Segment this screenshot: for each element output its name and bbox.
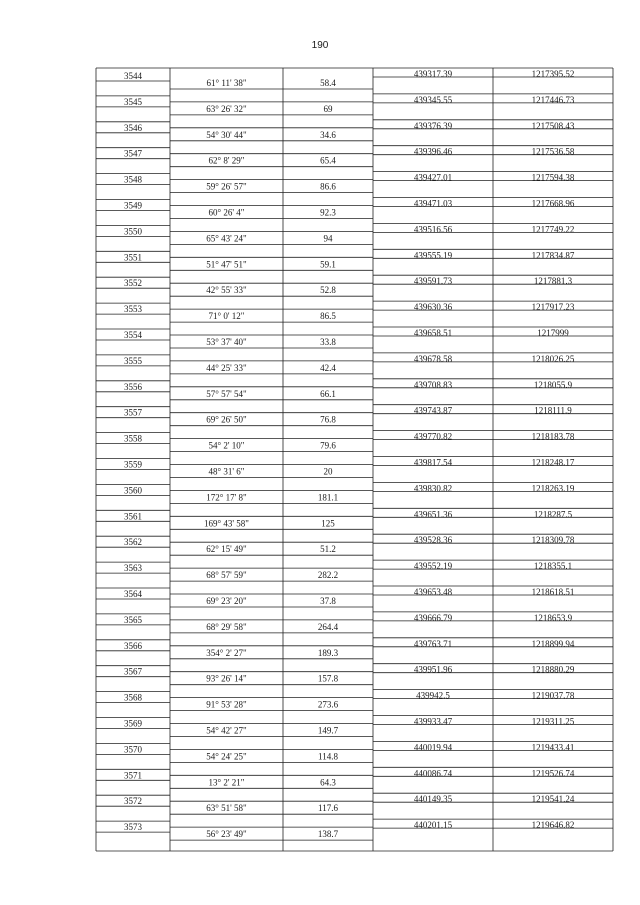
- segment-distance: 86.5: [320, 311, 336, 322]
- segment-distance: 33.8: [320, 337, 336, 347]
- point-id: 3548: [124, 174, 142, 185]
- coordinate-x: 440149.35: [413, 794, 453, 805]
- point-id: 3566: [124, 640, 142, 651]
- segment-distance: 282.2: [317, 570, 339, 581]
- bearing-angle: 51° 47' 51": [206, 259, 247, 270]
- coordinate-x: 439666.79: [413, 612, 453, 623]
- point-id: 3550: [124, 226, 142, 237]
- bearing-angle: 53° 37' 40": [206, 337, 247, 347]
- bearing-angle: 57° 57' 54": [206, 388, 247, 399]
- segment-distance: 37.8: [320, 596, 336, 606]
- segment-distance: 114.8: [318, 751, 338, 762]
- bearing-angle: 169° 43' 58": [204, 518, 249, 529]
- segment-distance: 264.4: [317, 621, 339, 632]
- bearing-angle: 69° 23' 20": [206, 596, 247, 606]
- segment-distance: 76.8: [320, 414, 336, 425]
- coordinate-x: 439376.39: [413, 120, 453, 131]
- point-id: 3561: [124, 511, 142, 522]
- point-id: 3564: [124, 589, 142, 599]
- coordinate-y: 1217668.96: [531, 198, 575, 209]
- bearing-angle: 56° 23' 49": [206, 829, 247, 840]
- coordinate-x: 439552.19: [413, 561, 453, 572]
- bearing-angle: 63° 26' 32": [206, 103, 247, 114]
- coordinate-y: 1219433.41: [531, 742, 575, 753]
- coordinate-x: 439770.82: [413, 431, 453, 442]
- coordinate-y: 1218287.5: [533, 509, 573, 520]
- bearing-angle: 54° 2' 10": [208, 440, 245, 451]
- bearing-angle: 68° 57' 59": [206, 570, 247, 581]
- segment-distance: 65.4: [320, 155, 336, 166]
- segment-distance: 51.2: [320, 544, 336, 555]
- point-id: 3568: [124, 692, 142, 703]
- coordinate-x: 439555.19: [413, 250, 453, 261]
- segment-distance: 79.6: [320, 440, 336, 451]
- segment-distance: 34.6: [320, 129, 336, 140]
- bearing-angle: 172° 17' 8": [206, 492, 247, 503]
- segment-distance: 20: [323, 466, 333, 477]
- point-id: 3546: [124, 122, 142, 133]
- point-id: 3549: [124, 200, 142, 211]
- coordinate-x: 440086.74: [413, 768, 453, 779]
- point-id: 3572: [124, 796, 142, 807]
- segment-distance: 94: [323, 233, 333, 244]
- coordinate-x: 439763.71: [413, 638, 453, 649]
- coordinate-x: 439651.36: [413, 509, 453, 520]
- bearing-angle: 354° 2' 27": [206, 647, 247, 658]
- point-id: 3571: [124, 770, 142, 781]
- segment-distance: 125: [321, 518, 335, 529]
- coordinate-y: 1217446.73: [531, 94, 575, 105]
- bearing-angle: 59° 26' 57": [206, 181, 247, 192]
- point-id: 3554: [124, 330, 142, 340]
- coordinate-x: 439830.82: [413, 483, 453, 494]
- point-id: 3545: [124, 96, 142, 107]
- segment-distance: 66.1: [320, 388, 336, 399]
- point-id: 3567: [124, 666, 142, 677]
- coordinate-x: 439678.58: [413, 353, 453, 364]
- point-id: 3563: [124, 563, 142, 574]
- coordinate-y: 1219646.82: [531, 820, 575, 831]
- coordinate-x: 439516.56: [413, 224, 453, 235]
- coordinate-x: 439591.73: [413, 276, 453, 287]
- bearing-angle: 91° 53' 28": [206, 699, 247, 710]
- coordinate-y: 1218055.9: [533, 379, 573, 390]
- bearing-angle: 71° 0' 12": [208, 311, 245, 322]
- point-id: 3557: [124, 407, 142, 418]
- bearing-angle: 93° 26' 14": [206, 673, 247, 684]
- point-id: 3562: [124, 537, 142, 548]
- bearing-angle: 60° 26' 4": [208, 207, 245, 218]
- point-id: 3555: [124, 355, 142, 366]
- coordinate-y: 1217834.87: [531, 250, 575, 261]
- coordinate-y: 1218355.1: [533, 561, 573, 572]
- bearing-angle: 54° 42' 27": [206, 725, 247, 736]
- coordinate-x: 439427.01: [413, 172, 453, 183]
- coordinate-y: 1217917.23: [531, 302, 575, 313]
- point-id: 3544: [124, 71, 142, 81]
- bearing-angle: 62° 8' 29": [208, 155, 245, 166]
- segment-distance: 59.1: [320, 259, 336, 270]
- coordinate-x: 439630.36: [413, 302, 453, 313]
- coordinate-y: 1217395.52: [531, 69, 575, 79]
- point-id: 3552: [124, 278, 142, 289]
- coordinate-y: 1219037.78: [531, 690, 575, 701]
- coordinate-y: 1218880.29: [531, 664, 575, 675]
- page-number: 190: [311, 40, 329, 51]
- coordinate-y: 1218183.78: [531, 431, 575, 442]
- coordinate-y: 1218111.9: [534, 405, 572, 416]
- coordinate-x: 439708.83: [413, 379, 453, 390]
- point-id: 3570: [124, 744, 142, 755]
- point-id: 3560: [124, 485, 142, 496]
- coordinate-x: 439471.03: [413, 198, 453, 209]
- segment-distance: 69: [323, 103, 333, 114]
- coordinate-y: 1218263.19: [531, 483, 575, 494]
- bearing-angle: 13° 2' 21": [208, 777, 245, 788]
- point-id: 3559: [124, 459, 142, 470]
- point-id: 3553: [124, 304, 142, 315]
- bearing-angle: 48° 31' 6": [208, 466, 245, 477]
- segment-distance: 92.3: [320, 207, 336, 218]
- coordinate-y: 1218618.51: [531, 587, 575, 597]
- coordinate-x: 439396.46: [413, 146, 453, 157]
- coordinate-x: 439658.51: [413, 328, 453, 338]
- coordinate-x: 440019.94: [413, 742, 453, 753]
- coordinate-y: 1217508.43: [531, 120, 575, 131]
- segment-distance: 189.3: [317, 647, 339, 658]
- coordinate-y: 1219541.24: [531, 794, 575, 805]
- coordinate-x: 439942.5: [416, 690, 450, 701]
- bearing-angle: 54° 24' 25": [206, 751, 247, 762]
- coordinate-y: 1217594.38: [531, 172, 575, 183]
- coordinate-y: 1218026.25: [531, 353, 575, 364]
- bearing-angle: 44° 25' 33": [206, 362, 247, 373]
- coordinate-x: 439951.96: [413, 664, 453, 675]
- coordinate-x: 439817.54: [413, 457, 453, 468]
- bearing-angle: 63° 51' 58": [206, 803, 247, 814]
- bearing-angle: 69° 26' 50": [206, 414, 247, 425]
- bearing-angle: 61° 11' 38": [206, 78, 247, 88]
- coordinate-x: 439528.36: [413, 535, 453, 546]
- point-id: 3556: [124, 381, 142, 392]
- point-id: 3551: [124, 252, 142, 263]
- coordinate-y: 1218899.94: [531, 638, 575, 649]
- coordinate-y: 1217881.3: [533, 276, 573, 287]
- segment-distance: 117.6: [318, 803, 338, 814]
- coordinate-y: 1219311.25: [531, 716, 575, 727]
- point-id: 3573: [124, 822, 142, 833]
- bearing-angle: 54° 30' 44": [206, 129, 247, 140]
- segment-distance: 52.8: [320, 285, 336, 296]
- coordinate-y: 1217999: [537, 328, 569, 338]
- segment-distance: 157.8: [317, 673, 339, 684]
- coordinate-x: 439345.55: [413, 94, 453, 105]
- coordinate-x: 439653.48: [413, 587, 453, 597]
- coordinate-y: 1218309.78: [531, 535, 575, 546]
- bearing-angle: 62° 15' 49": [206, 544, 247, 555]
- bearing-angle: 68° 29' 58": [206, 621, 247, 632]
- point-id: 3558: [124, 433, 142, 444]
- point-id: 3569: [124, 718, 142, 729]
- segment-distance: 181.1: [317, 492, 339, 503]
- segment-distance: 149.7: [317, 725, 339, 736]
- segment-distance: 86.6: [320, 181, 336, 192]
- point-id: 3547: [124, 148, 142, 159]
- coordinate-y: 1219526.74: [531, 768, 575, 779]
- coordinate-y: 1217749.22: [531, 224, 575, 235]
- coordinate-x: 440201.15: [413, 820, 453, 831]
- point-id: 3565: [124, 614, 142, 625]
- segment-distance: 64.3: [320, 777, 336, 788]
- coordinate-y: 1218248.17: [531, 457, 575, 468]
- segment-distance: 42.4: [320, 362, 336, 373]
- coordinate-y: 1217536.58: [531, 146, 575, 157]
- bearing-angle: 65° 43' 24": [206, 233, 247, 244]
- segment-distance: 138.7: [317, 829, 339, 840]
- bearing-angle: 42° 55' 33": [206, 285, 247, 296]
- coordinate-x: 439317.39: [413, 69, 453, 79]
- segment-distance: 58.4: [320, 78, 336, 88]
- coordinate-y: 1218653.9: [533, 612, 573, 623]
- segment-distance: 273.6: [317, 699, 339, 710]
- coordinate-x: 439743.87: [413, 405, 453, 416]
- coordinate-x: 439933.47: [413, 716, 453, 727]
